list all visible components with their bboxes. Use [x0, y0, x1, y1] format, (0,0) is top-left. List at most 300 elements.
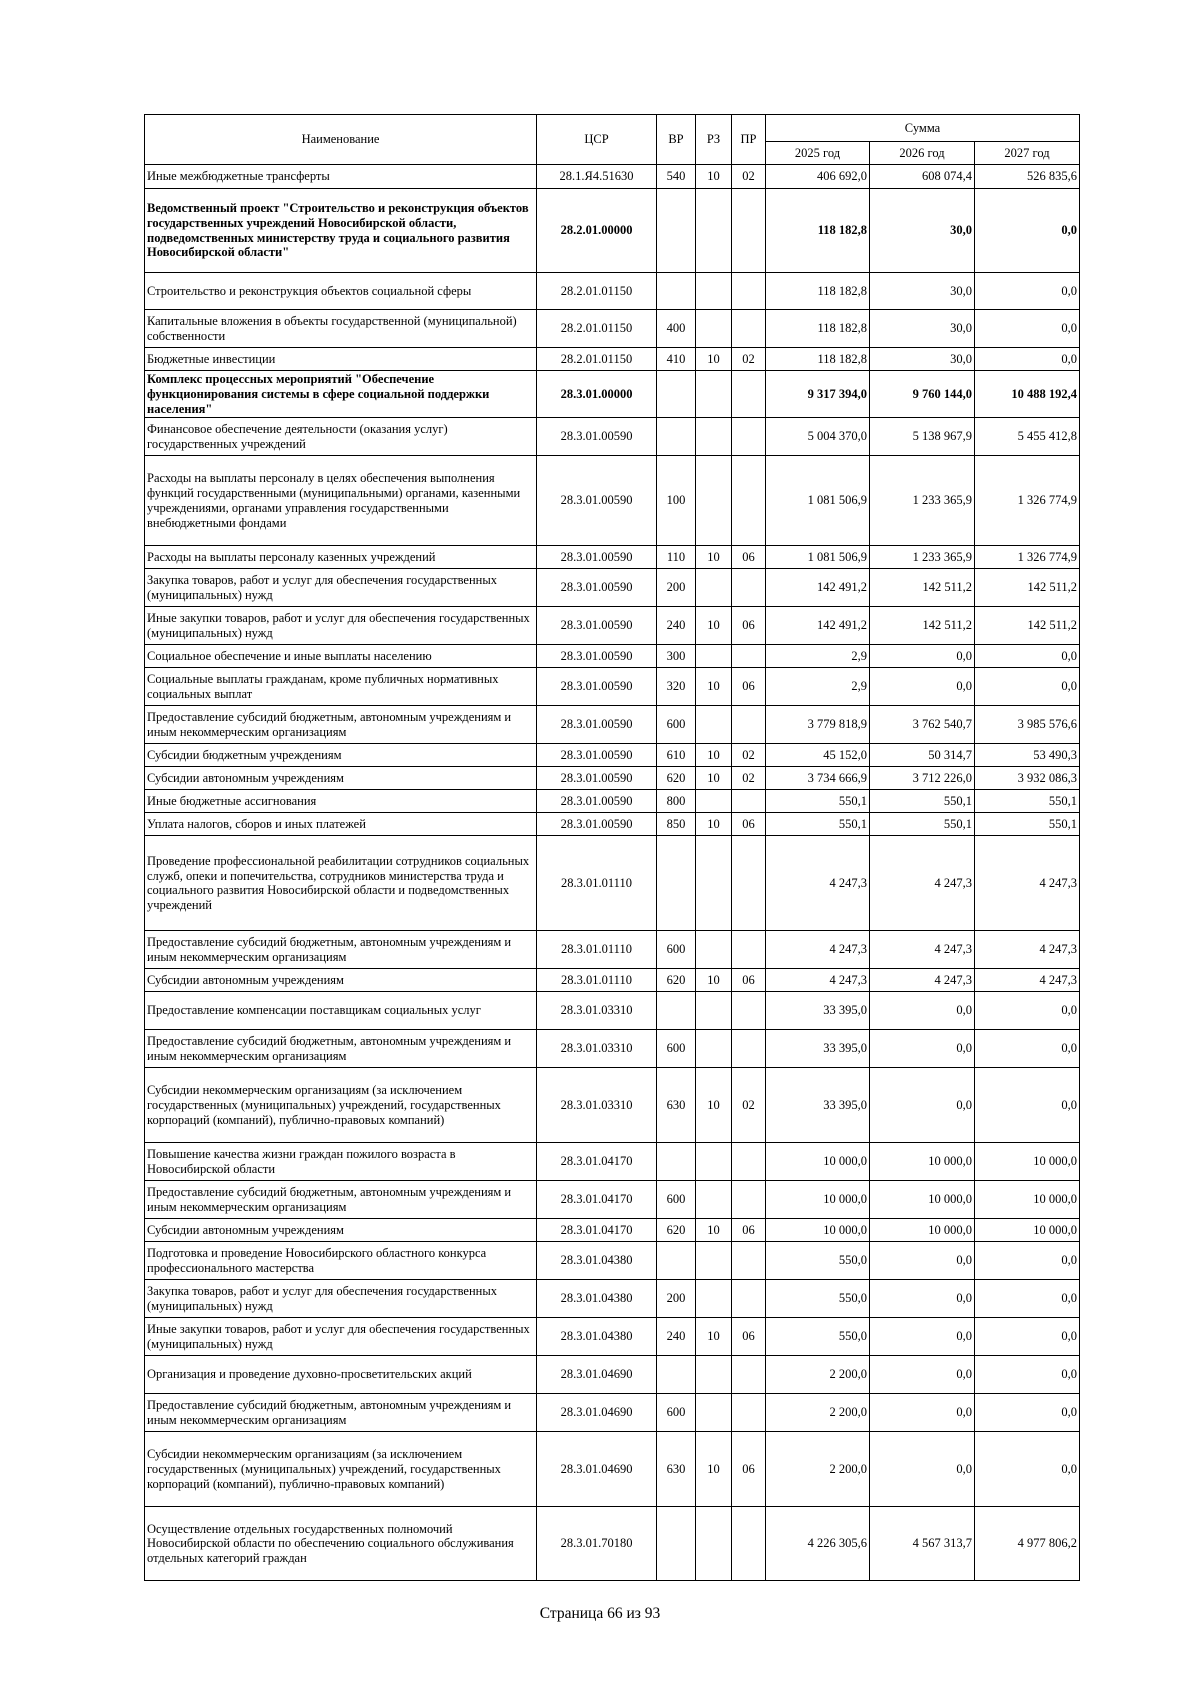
- row-csr: 28.3.01.70180: [537, 1507, 657, 1581]
- row-rz: 10: [696, 1318, 732, 1356]
- row-vr: 100: [657, 456, 696, 546]
- row-sum-2026: 30,0: [870, 189, 975, 273]
- row-name: Подготовка и проведение Новосибирского областного конкурса профессионального мастерства: [145, 1242, 537, 1280]
- row-csr: 28.3.01.00590: [537, 456, 657, 546]
- row-rz: [696, 1242, 732, 1280]
- row-rz: 10: [696, 969, 732, 992]
- row-sum-2025: 118 182,8: [766, 273, 870, 310]
- table-row: [145, 1068, 1080, 1143]
- row-sum-2025: 142 491,2: [766, 569, 870, 607]
- row-rz: [696, 310, 732, 348]
- row-rz: [696, 1030, 732, 1068]
- row-pr: 02: [732, 744, 766, 767]
- row-sum-2025: 33 395,0: [766, 992, 870, 1030]
- row-sum-2025: 33 395,0: [766, 1068, 870, 1143]
- row-csr: 28.3.01.04170: [537, 1181, 657, 1219]
- row-pr: 02: [732, 348, 766, 371]
- row-csr: 28.3.01.04690: [537, 1356, 657, 1394]
- row-sum-2026: 4 247,3: [870, 836, 975, 931]
- table-row: [145, 931, 1080, 969]
- row-sum-2026: 142 511,2: [870, 569, 975, 607]
- row-name: Субсидии бюджетным учреждениям: [145, 744, 537, 767]
- row-rz: 10: [696, 165, 732, 189]
- row-csr: 28.3.01.03310: [537, 992, 657, 1030]
- row-sum-2027: 5 455 412,8: [975, 418, 1080, 456]
- row-sum-2027: 0,0: [975, 189, 1080, 273]
- row-vr: 320: [657, 668, 696, 706]
- row-pr: 06: [732, 546, 766, 569]
- row-pr: [732, 1356, 766, 1394]
- row-vr: 200: [657, 569, 696, 607]
- row-sum-2026: 5 138 967,9: [870, 418, 975, 456]
- row-rz: [696, 992, 732, 1030]
- header-rz: РЗ: [696, 115, 732, 165]
- row-sum-2026: 4 567 313,7: [870, 1507, 975, 1581]
- row-rz: [696, 371, 732, 418]
- row-rz: [696, 456, 732, 546]
- row-sum-2027: 0,0: [975, 668, 1080, 706]
- row-sum-2025: 550,0: [766, 1280, 870, 1318]
- row-pr: [732, 273, 766, 310]
- row-sum-2026: 3 762 540,7: [870, 706, 975, 744]
- row-sum-2025: 550,0: [766, 1242, 870, 1280]
- row-name: Иные межбюджетные трансферты: [145, 165, 537, 189]
- row-name: Социальные выплаты гражданам, кроме публичных нормативных социальных выплат: [145, 668, 537, 706]
- row-sum-2027: 0,0: [975, 1394, 1080, 1432]
- row-name: Предоставление субсидий бюджетным, автономным учреждениям и иным некоммерческим организациям: [145, 1030, 537, 1068]
- row-name: Субсидии автономным учреждениям: [145, 767, 537, 790]
- row-vr: 240: [657, 607, 696, 645]
- row-vr: 600: [657, 1181, 696, 1219]
- row-sum-2025: 1 081 506,9: [766, 546, 870, 569]
- row-vr: [657, 273, 696, 310]
- row-sum-2026: 30,0: [870, 348, 975, 371]
- row-sum-2027: 4 247,3: [975, 969, 1080, 992]
- row-csr: 28.3.01.00590: [537, 569, 657, 607]
- row-pr: [732, 1181, 766, 1219]
- row-csr: 28.2.01.01150: [537, 348, 657, 371]
- row-rz: [696, 189, 732, 273]
- row-pr: [732, 418, 766, 456]
- row-rz: [696, 1394, 732, 1432]
- row-pr: [732, 1394, 766, 1432]
- row-pr: [732, 645, 766, 668]
- row-sum-2027: 0,0: [975, 1318, 1080, 1356]
- row-rz: 10: [696, 546, 732, 569]
- table-row: [145, 1181, 1080, 1219]
- row-pr: [732, 456, 766, 546]
- row-sum-2027: 0,0: [975, 1432, 1080, 1507]
- table-row: [145, 1030, 1080, 1068]
- table-row: [145, 348, 1080, 371]
- row-name: Предоставление компенсации поставщикам социальных услуг: [145, 992, 537, 1030]
- row-pr: [732, 371, 766, 418]
- row-sum-2025: 550,1: [766, 790, 870, 813]
- table-row: [145, 456, 1080, 546]
- header-pr: ПР: [732, 115, 766, 165]
- row-rz: [696, 931, 732, 969]
- row-vr: [657, 992, 696, 1030]
- row-sum-2025: 2,9: [766, 668, 870, 706]
- row-sum-2027: 0,0: [975, 1280, 1080, 1318]
- row-vr: 800: [657, 790, 696, 813]
- row-sum-2026: 30,0: [870, 273, 975, 310]
- row-csr: 28.3.01.04380: [537, 1280, 657, 1318]
- row-csr: 28.3.01.01110: [537, 969, 657, 992]
- header-vr: ВР: [657, 115, 696, 165]
- row-sum-2025: 3 734 666,9: [766, 767, 870, 790]
- row-csr: 28.3.01.01110: [537, 931, 657, 969]
- row-rz: 10: [696, 744, 732, 767]
- row-sum-2027: 0,0: [975, 1356, 1080, 1394]
- row-rz: [696, 1143, 732, 1181]
- row-sum-2027: 142 511,2: [975, 569, 1080, 607]
- row-sum-2027: 1 326 774,9: [975, 546, 1080, 569]
- row-sum-2025: 10 000,0: [766, 1219, 870, 1242]
- row-csr: 28.3.01.04380: [537, 1242, 657, 1280]
- row-name: Финансовое обеспечение деятельности (оказания услуг) государственных учреждений: [145, 418, 537, 456]
- row-name: Предоставление субсидий бюджетным, автономным учреждениям и иным некоммерческим организациям: [145, 706, 537, 744]
- table-row: [145, 744, 1080, 767]
- row-name: Иные закупки товаров, работ и услуг для обеспечения государственных (муниципальных) нужд: [145, 607, 537, 645]
- row-sum-2026: 1 233 365,9: [870, 546, 975, 569]
- table-row: [145, 371, 1080, 418]
- row-vr: 240: [657, 1318, 696, 1356]
- row-vr: [657, 1242, 696, 1280]
- row-vr: 620: [657, 1219, 696, 1242]
- row-rz: [696, 418, 732, 456]
- row-sum-2026: 142 511,2: [870, 607, 975, 645]
- row-sum-2025: 4 247,3: [766, 836, 870, 931]
- row-sum-2025: 3 779 818,9: [766, 706, 870, 744]
- row-csr: 28.3.01.00000: [537, 371, 657, 418]
- row-rz: [696, 1280, 732, 1318]
- row-sum-2025: 118 182,8: [766, 310, 870, 348]
- row-pr: 06: [732, 1219, 766, 1242]
- row-sum-2025: 2,9: [766, 645, 870, 668]
- row-sum-2026: 0,0: [870, 1432, 975, 1507]
- row-vr: 620: [657, 969, 696, 992]
- row-sum-2026: 0,0: [870, 1356, 975, 1394]
- table-row: [145, 992, 1080, 1030]
- row-name: Бюджетные инвестиции: [145, 348, 537, 371]
- row-sum-2026: 550,1: [870, 813, 975, 836]
- row-vr: 610: [657, 744, 696, 767]
- row-name: Субсидии некоммерческим организациям (за исключением государственных (муниципальных) учреждений, государственных корпораций (компаний), публично-правовых компаний): [145, 1068, 537, 1143]
- row-csr: 28.2.01.01150: [537, 310, 657, 348]
- row-csr: 28.3.01.00590: [537, 767, 657, 790]
- table-row: [145, 1432, 1080, 1507]
- row-pr: [732, 1507, 766, 1581]
- row-rz: [696, 1507, 732, 1581]
- row-sum-2027: 550,1: [975, 813, 1080, 836]
- row-rz: 10: [696, 1068, 732, 1143]
- table-row: [145, 1219, 1080, 1242]
- row-vr: [657, 418, 696, 456]
- row-pr: 06: [732, 668, 766, 706]
- row-sum-2026: 0,0: [870, 1242, 975, 1280]
- table-row: [145, 645, 1080, 668]
- table-row: [145, 189, 1080, 273]
- row-csr: 28.3.01.03310: [537, 1068, 657, 1143]
- row-csr: 28.3.01.00590: [537, 418, 657, 456]
- row-rz: [696, 1181, 732, 1219]
- table-row: [145, 1280, 1080, 1318]
- row-pr: 02: [732, 1068, 766, 1143]
- row-rz: [696, 790, 732, 813]
- row-sum-2027: 0,0: [975, 1030, 1080, 1068]
- row-pr: 06: [732, 607, 766, 645]
- table-row: [145, 569, 1080, 607]
- table-row: [145, 767, 1080, 790]
- row-vr: [657, 189, 696, 273]
- row-csr: 28.3.01.04690: [537, 1432, 657, 1507]
- row-sum-2026: 0,0: [870, 1280, 975, 1318]
- row-vr: 600: [657, 1030, 696, 1068]
- table-row: [145, 1356, 1080, 1394]
- table-row: [145, 546, 1080, 569]
- row-csr: 28.3.01.01110: [537, 836, 657, 931]
- row-csr: 28.3.01.04690: [537, 1394, 657, 1432]
- row-sum-2026: 10 000,0: [870, 1219, 975, 1242]
- row-vr: 600: [657, 1394, 696, 1432]
- row-pr: [732, 310, 766, 348]
- row-name: Строительство и реконструкция объектов социальной сферы: [145, 273, 537, 310]
- table-row: [145, 706, 1080, 744]
- row-sum-2025: 9 317 394,0: [766, 371, 870, 418]
- row-sum-2025: 4 247,3: [766, 969, 870, 992]
- row-sum-2026: 30,0: [870, 310, 975, 348]
- row-name: Субсидии автономным учреждениям: [145, 1219, 537, 1242]
- row-sum-2027: 3 932 086,3: [975, 767, 1080, 790]
- row-sum-2027: 4 247,3: [975, 931, 1080, 969]
- row-sum-2026: 550,1: [870, 790, 975, 813]
- row-name: Предоставление субсидий бюджетным, автономным учреждениям и иным некоммерческим организациям: [145, 931, 537, 969]
- row-csr: 28.3.01.00590: [537, 546, 657, 569]
- row-vr: [657, 1356, 696, 1394]
- row-sum-2025: 10 000,0: [766, 1181, 870, 1219]
- row-pr: [732, 790, 766, 813]
- header-sum: Сумма: [766, 115, 1080, 142]
- row-vr: 850: [657, 813, 696, 836]
- row-sum-2025: 2 200,0: [766, 1394, 870, 1432]
- row-pr: [732, 189, 766, 273]
- row-name: Осуществление отдельных государственных полномочий Новосибирской области по обеспечению социального обслуживания отдельных категорий граждан: [145, 1507, 537, 1581]
- table-row: [145, 813, 1080, 836]
- row-pr: [732, 1280, 766, 1318]
- row-name: Субсидии автономным учреждениям: [145, 969, 537, 992]
- row-vr: 600: [657, 931, 696, 969]
- table-row: [145, 273, 1080, 310]
- row-vr: 630: [657, 1432, 696, 1507]
- row-sum-2027: 10 000,0: [975, 1219, 1080, 1242]
- row-name: Иные бюджетные ассигнования: [145, 790, 537, 813]
- row-vr: 620: [657, 767, 696, 790]
- row-sum-2027: 1 326 774,9: [975, 456, 1080, 546]
- row-sum-2027: 0,0: [975, 310, 1080, 348]
- table-row: [145, 836, 1080, 931]
- row-vr: 400: [657, 310, 696, 348]
- row-sum-2027: 0,0: [975, 1068, 1080, 1143]
- row-vr: 540: [657, 165, 696, 189]
- row-csr: 28.3.01.00590: [537, 744, 657, 767]
- row-vr: [657, 371, 696, 418]
- budget-table: [144, 114, 1080, 1581]
- table-row: [145, 668, 1080, 706]
- row-name: Закупка товаров, работ и услуг для обеспечения государственных (муниципальных) нужд: [145, 1280, 537, 1318]
- row-sum-2025: 2 200,0: [766, 1432, 870, 1507]
- row-pr: 06: [732, 813, 766, 836]
- header-csr: ЦСР: [537, 115, 657, 165]
- row-sum-2026: 10 000,0: [870, 1181, 975, 1219]
- table-row: [145, 1143, 1080, 1181]
- row-rz: 10: [696, 1219, 732, 1242]
- table-row: [145, 418, 1080, 456]
- row-vr: 630: [657, 1068, 696, 1143]
- row-pr: [732, 1143, 766, 1181]
- row-vr: 110: [657, 546, 696, 569]
- row-sum-2027: 10 000,0: [975, 1143, 1080, 1181]
- row-sum-2026: 3 712 226,0: [870, 767, 975, 790]
- row-name: Социальное обеспечение и иные выплаты населению: [145, 645, 537, 668]
- row-pr: [732, 992, 766, 1030]
- table-row: [145, 790, 1080, 813]
- row-csr: 28.3.01.00590: [537, 813, 657, 836]
- row-pr: [732, 1030, 766, 1068]
- row-rz: 10: [696, 1432, 732, 1507]
- row-sum-2026: 0,0: [870, 1394, 975, 1432]
- row-name: Ведомственный проект "Строительство и реконструкция объектов государственных учреждений Новосибирской области, подведомственных министерству труда и социального развития Новосибирской области": [145, 189, 537, 273]
- row-sum-2026: 0,0: [870, 992, 975, 1030]
- row-sum-2025: 5 004 370,0: [766, 418, 870, 456]
- row-sum-2025: 118 182,8: [766, 189, 870, 273]
- row-rz: 10: [696, 668, 732, 706]
- page-number: Страница 66 из 93: [539, 1605, 661, 1622]
- row-sum-2027: 0,0: [975, 992, 1080, 1030]
- row-name: Капитальные вложения в объекты государственной (муниципальной) собственности: [145, 310, 537, 348]
- row-name: Повышение качества жизни граждан пожилого возраста в Новосибирской области: [145, 1143, 537, 1181]
- row-pr: [732, 931, 766, 969]
- table-row: [145, 165, 1080, 189]
- row-vr: 410: [657, 348, 696, 371]
- table-row: [145, 607, 1080, 645]
- table-row: [145, 310, 1080, 348]
- row-sum-2026: 9 760 144,0: [870, 371, 975, 418]
- row-rz: 10: [696, 767, 732, 790]
- row-sum-2027: 10 488 192,4: [975, 371, 1080, 418]
- table-row: [145, 1242, 1080, 1280]
- row-sum-2027: 4 977 806,2: [975, 1507, 1080, 1581]
- row-rz: [696, 645, 732, 668]
- row-csr: 28.3.01.00590: [537, 706, 657, 744]
- row-csr: 28.3.01.00590: [537, 645, 657, 668]
- row-sum-2026: 0,0: [870, 1030, 975, 1068]
- row-vr: 300: [657, 645, 696, 668]
- row-csr: 28.3.01.03310: [537, 1030, 657, 1068]
- row-sum-2026: 1 233 365,9: [870, 456, 975, 546]
- row-rz: 10: [696, 348, 732, 371]
- row-sum-2025: 118 182,8: [766, 348, 870, 371]
- table-row: [145, 1394, 1080, 1432]
- row-name: Проведение профессиональной реабилитации сотрудников социальных служб, опеки и попечительства, сотрудников министерства труда и социального развития Новосибирской области и подведомственных учреждений: [145, 836, 537, 931]
- row-sum-2025: 406 692,0: [766, 165, 870, 189]
- row-pr: [732, 706, 766, 744]
- row-sum-2026: 608 074,4: [870, 165, 975, 189]
- row-sum-2025: 4 226 305,6: [766, 1507, 870, 1581]
- row-sum-2025: 2 200,0: [766, 1356, 870, 1394]
- row-sum-2027: 53 490,3: [975, 744, 1080, 767]
- row-vr: [657, 1143, 696, 1181]
- row-rz: [696, 1356, 732, 1394]
- row-pr: 02: [732, 767, 766, 790]
- row-name: Расходы на выплаты персоналу в целях обеспечения выполнения функций государственными (муниципальными) органами, казенными учреждениями, органами управления государственными внебюджетными фондами: [145, 456, 537, 546]
- row-sum-2026: 0,0: [870, 668, 975, 706]
- row-pr: [732, 569, 766, 607]
- row-rz: 10: [696, 813, 732, 836]
- row-rz: [696, 569, 732, 607]
- row-name: Закупка товаров, работ и услуг для обеспечения государственных (муниципальных) нужд: [145, 569, 537, 607]
- header-year-2026: 2026 год: [870, 142, 975, 165]
- row-sum-2026: 4 247,3: [870, 969, 975, 992]
- row-sum-2026: 0,0: [870, 1318, 975, 1356]
- row-csr: 28.3.01.04380: [537, 1318, 657, 1356]
- row-pr: [732, 1242, 766, 1280]
- row-csr: 28.3.01.00590: [537, 607, 657, 645]
- row-sum-2027: 0,0: [975, 348, 1080, 371]
- table-row: [145, 1318, 1080, 1356]
- row-csr: 28.3.01.00590: [537, 790, 657, 813]
- header-year-2025: 2025 год: [766, 142, 870, 165]
- row-sum-2027: 550,1: [975, 790, 1080, 813]
- row-csr: 28.1.Я4.51630: [537, 165, 657, 189]
- row-sum-2027: 10 000,0: [975, 1181, 1080, 1219]
- row-pr: 06: [732, 969, 766, 992]
- row-sum-2025: 4 247,3: [766, 931, 870, 969]
- row-name: Расходы на выплаты персоналу казенных учреждений: [145, 546, 537, 569]
- row-pr: [732, 836, 766, 931]
- row-sum-2027: 526 835,6: [975, 165, 1080, 189]
- row-sum-2025: 550,0: [766, 1318, 870, 1356]
- row-name: Организация и проведение духовно-просветительских акций: [145, 1356, 537, 1394]
- row-sum-2026: 4 247,3: [870, 931, 975, 969]
- row-sum-2025: 33 395,0: [766, 1030, 870, 1068]
- table-row: [145, 1507, 1080, 1581]
- row-sum-2027: 0,0: [975, 1242, 1080, 1280]
- row-name: Уплата налогов, сборов и иных платежей: [145, 813, 537, 836]
- row-pr: 02: [732, 165, 766, 189]
- row-sum-2026: 0,0: [870, 645, 975, 668]
- row-sum-2027: 142 511,2: [975, 607, 1080, 645]
- header-year-2027: 2027 год: [975, 142, 1080, 165]
- header-row: [145, 115, 1080, 142]
- header-name: Наименование: [145, 115, 537, 165]
- row-csr: 28.2.01.00000: [537, 189, 657, 273]
- row-rz: [696, 836, 732, 931]
- row-sum-2027: 3 985 576,6: [975, 706, 1080, 744]
- row-sum-2027: 4 247,3: [975, 836, 1080, 931]
- row-csr: 28.3.01.00590: [537, 668, 657, 706]
- row-sum-2025: 10 000,0: [766, 1143, 870, 1181]
- row-sum-2025: 142 491,2: [766, 607, 870, 645]
- row-vr: [657, 836, 696, 931]
- row-csr: 28.2.01.01150: [537, 273, 657, 310]
- row-csr: 28.3.01.04170: [537, 1219, 657, 1242]
- row-pr: 06: [732, 1318, 766, 1356]
- row-vr: 200: [657, 1280, 696, 1318]
- row-name: Предоставление субсидий бюджетным, автономным учреждениям и иным некоммерческим организациям: [145, 1394, 537, 1432]
- row-sum-2027: 0,0: [975, 273, 1080, 310]
- row-rz: [696, 273, 732, 310]
